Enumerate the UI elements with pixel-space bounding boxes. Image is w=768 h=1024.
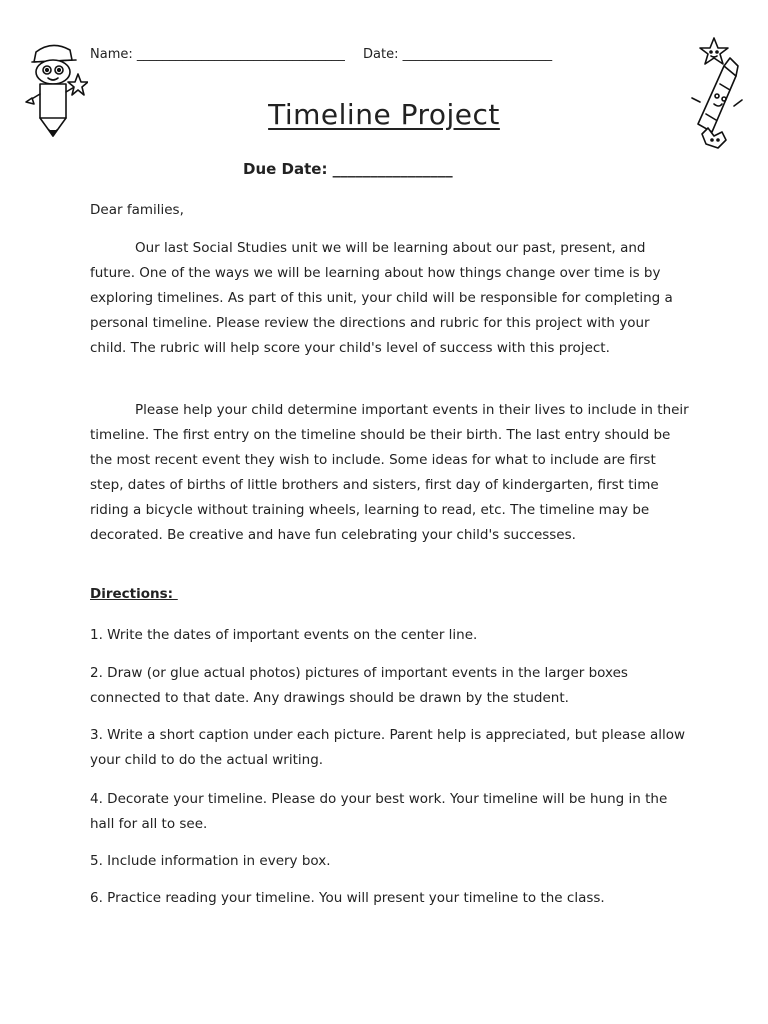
directions-heading: Directions: bbox=[90, 586, 178, 602]
date-field[interactable]: Date: _______________________ bbox=[363, 47, 553, 62]
name-field[interactable]: Name: ________________________________ bbox=[90, 47, 345, 62]
intro-paragraph: Our last Social Studies unit we will be learning about our past, present, and future. One of the ways we will be learning about how things change over time is by exploring timelines. As part of this unit, your child will be responsible for completing a personal timeline. Please review the directions and rubric for this project with your child. The rubric will help score your child's level of success with this project. bbox=[90, 240, 673, 356]
instructions-paragraph: Please help your child determine important events in their lives to include in their timeline. The first entry on the timeline should be their birth. The last entry should be the most recent event they wish to include. Some ideas for what to include are first step, dates of births of little brothers and sisters, first day of kindergarten, first time riding a bicycle without training wheels, learning to read, etc. The timeline may be decorated. Be creative and have fun celebrating your child's successes. bbox=[90, 402, 689, 543]
crayon-character-with-stars-icon bbox=[684, 36, 750, 154]
direction-item: 5. Include information in every box. bbox=[90, 853, 331, 869]
greeting: Dear families, bbox=[90, 202, 184, 218]
direction-item: 1. Write the dates of important events on the center line. bbox=[90, 627, 478, 643]
direction-item: 6. Practice reading your timeline. You will present your timeline to the class. bbox=[90, 890, 605, 906]
direction-item: 2. Draw (or glue actual photos) pictures of important events in the larger boxes connected to that date. Any drawings should be drawn by the student. bbox=[90, 665, 628, 706]
due-date-field[interactable]: Due Date: ________________ bbox=[243, 160, 453, 178]
direction-item: 3. Write a short caption under each picture. Parent help is appreciated, but please allow your child to do the actual writing. bbox=[90, 727, 686, 768]
page-title: Timeline Project bbox=[268, 98, 500, 131]
direction-item: 4. Decorate your timeline. Please do your best work. Your timeline will be hung in the hall for all to see. bbox=[90, 791, 668, 832]
name-date-header bbox=[90, 47, 680, 62]
